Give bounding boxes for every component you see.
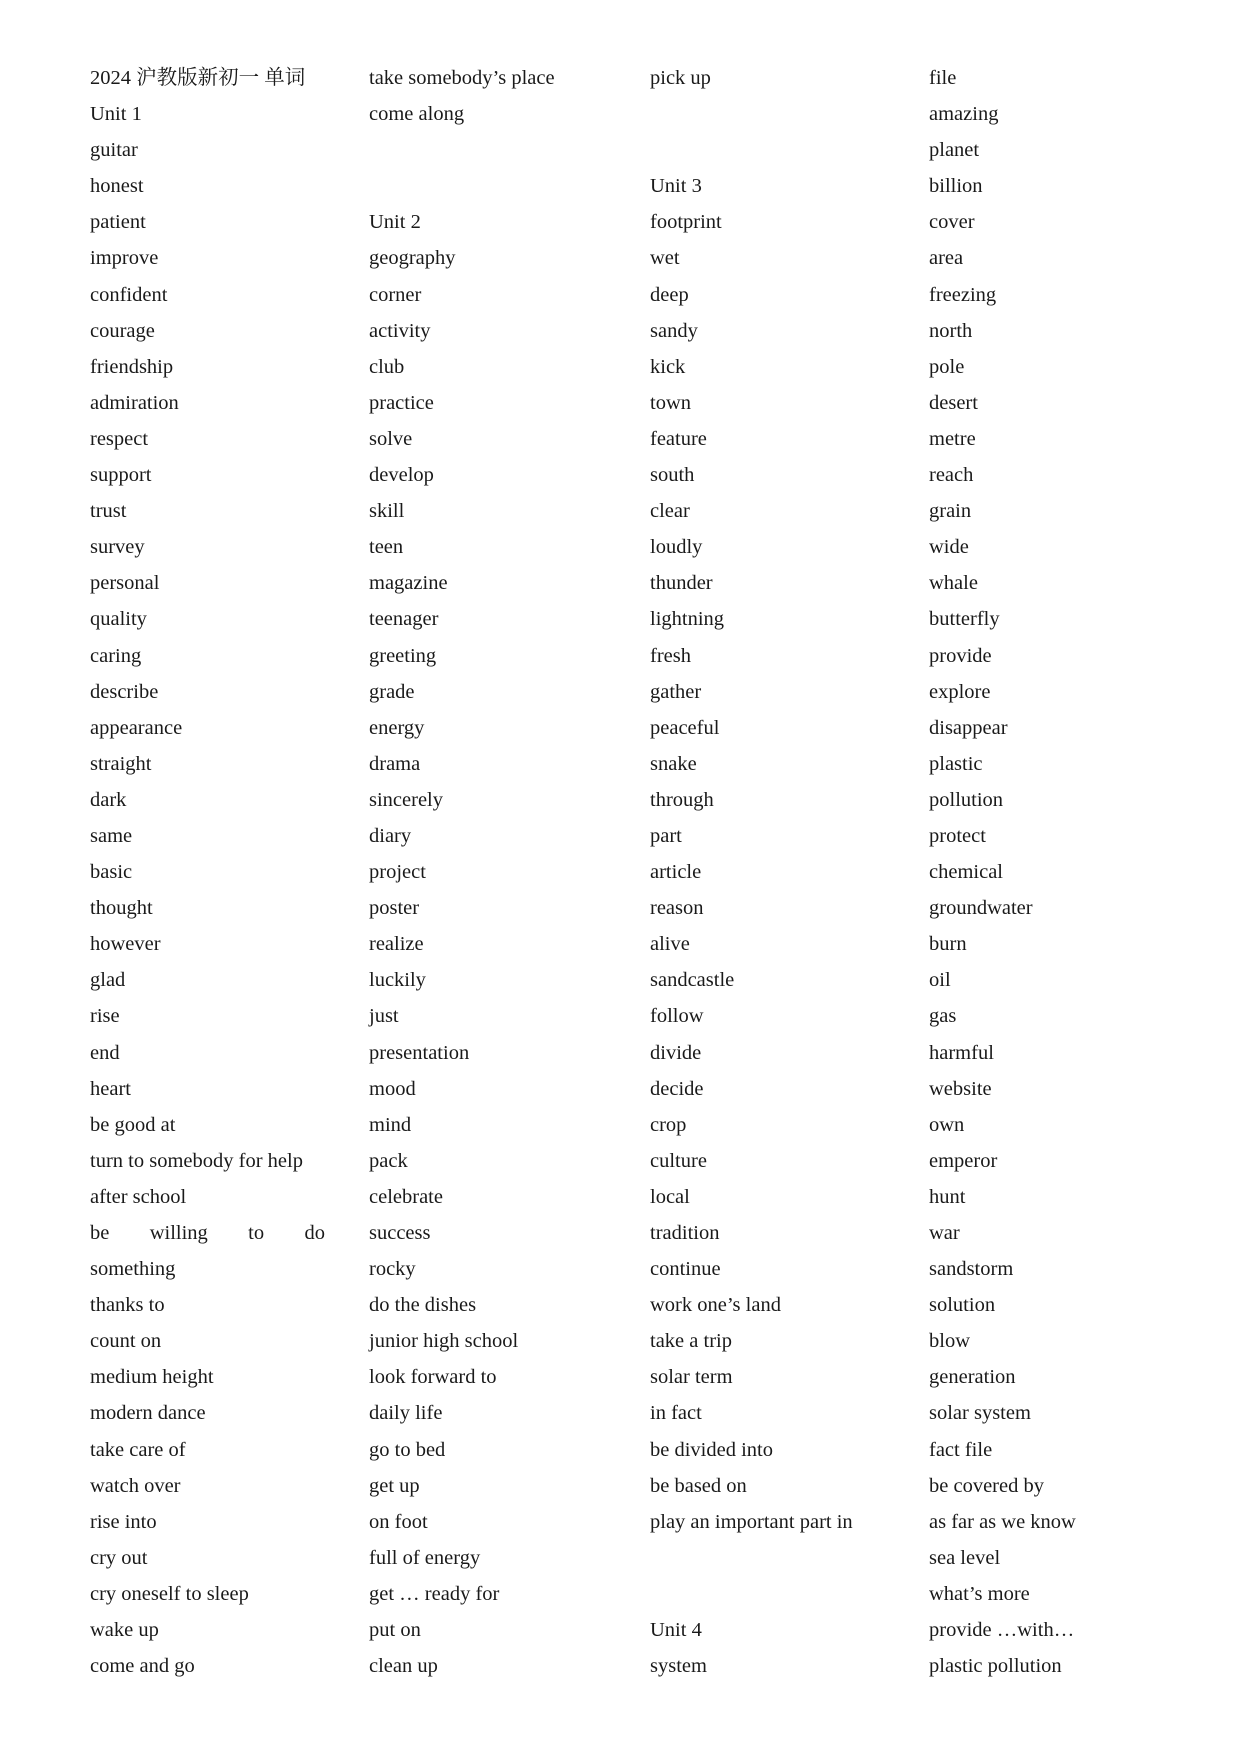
word-entry: come along: [369, 103, 465, 126]
word-entry: cry out: [90, 1546, 148, 1569]
word-entry: glad: [90, 969, 126, 992]
word-entry: follow: [650, 1005, 704, 1028]
word-entry: honest: [90, 175, 144, 198]
word-entry: be divided into: [650, 1438, 773, 1461]
word-entry: thanks to: [90, 1294, 165, 1317]
word-entry: harmful: [929, 1041, 994, 1064]
word-entry: gather: [650, 680, 702, 703]
word-entry: sandcastle: [650, 969, 735, 992]
word-entry: war: [929, 1222, 960, 1244]
word-entry: solution: [929, 1294, 996, 1317]
word-entry: teen: [369, 536, 404, 559]
blank-line: [650, 1542, 886, 1578]
word-entry: fact file: [929, 1438, 993, 1461]
word-entry: sandstorm: [929, 1258, 1014, 1281]
unit-heading: Unit 4: [650, 1619, 702, 1642]
word-entry: solar term: [650, 1366, 733, 1389]
word-entry: respect: [90, 427, 149, 450]
word-entry: confident: [90, 283, 168, 306]
word-entry: snake: [650, 752, 697, 775]
word-entry: dark: [90, 788, 127, 811]
word-entry: full of energy: [369, 1546, 481, 1569]
word-entry: pole: [929, 355, 965, 378]
word-entry: look forward to: [369, 1366, 497, 1389]
word-column-2: [369, 62, 605, 1686]
word-entry: success: [369, 1222, 431, 1244]
word-entry: put on: [369, 1619, 421, 1642]
word-entry: mood: [369, 1077, 416, 1100]
word-entry: modern dance: [90, 1402, 206, 1425]
word-entry: greeting: [369, 644, 437, 667]
word-entry: culture: [650, 1149, 707, 1172]
word-entry: support: [90, 464, 152, 487]
word-entry: survey: [90, 536, 145, 559]
word-entry: do the dishes: [369, 1294, 477, 1317]
word-entry: teenager: [369, 608, 439, 631]
word-entry: come and go: [90, 1655, 195, 1678]
word-entry: activity: [369, 319, 431, 342]
word-entry: planet: [929, 139, 980, 162]
word-entry: hunt: [929, 1185, 966, 1208]
word-entry: same: [90, 824, 133, 847]
word-entry: courage: [90, 319, 155, 342]
word-entry: desert: [929, 391, 978, 414]
word-entry: divide: [650, 1041, 702, 1064]
word-entry: grain: [929, 500, 972, 523]
word-entry: develop: [369, 464, 434, 487]
word-entry: website: [929, 1077, 992, 1100]
word-entry: rise into: [90, 1510, 157, 1533]
word-entry: groundwater: [929, 897, 1033, 920]
word-entry: chemical: [929, 861, 1003, 884]
word-entry: plastic: [929, 752, 983, 775]
word-entry: cry oneself to sleep: [90, 1582, 249, 1605]
word-entry: straight: [90, 752, 152, 775]
word-entry: wide: [929, 536, 969, 559]
word-entry: plastic pollution: [929, 1655, 1062, 1678]
word-entry: area: [929, 247, 964, 270]
word-entry: blow: [929, 1330, 970, 1353]
word-entry: something: [90, 1258, 176, 1281]
word-entry: what’s more: [929, 1582, 1030, 1605]
word-entry: turn to somebody for help: [90, 1149, 303, 1172]
word-entry: practice: [369, 391, 434, 414]
word-entry: continue: [650, 1258, 721, 1281]
word-entry: be covered by: [929, 1474, 1044, 1497]
word-entry: patient: [90, 211, 146, 234]
word-entry: article: [650, 861, 702, 884]
word-entry: clean up: [369, 1655, 438, 1678]
word-entry: end: [90, 1041, 120, 1064]
word-entry: sincerely: [369, 788, 443, 811]
word-entry: oil: [929, 969, 951, 992]
word-entry: medium height: [90, 1366, 214, 1389]
word-entry: count on: [90, 1330, 162, 1353]
word-entry: loudly: [650, 536, 703, 559]
word-entry: magazine: [369, 572, 448, 595]
word-entry: kick: [650, 355, 686, 378]
word-entry: sea level: [929, 1546, 1001, 1569]
word-entry: work one’s land: [650, 1294, 781, 1317]
word-entry: describe: [90, 680, 159, 703]
word-entry: pack: [369, 1149, 408, 1172]
blank-line: [369, 170, 605, 206]
word-entry: daily life: [369, 1402, 443, 1425]
word-entry: get … ready for: [369, 1582, 500, 1605]
word-entry: drama: [369, 752, 421, 775]
word-entry: be based on: [650, 1474, 747, 1497]
word-entry: watch over: [90, 1474, 181, 1497]
word-entry: disappear: [929, 716, 1008, 739]
word-entry: play an important part in: [650, 1510, 853, 1533]
word-entry: peaceful: [650, 716, 720, 739]
word-entry: quality: [90, 608, 147, 631]
word-entry: in fact: [650, 1402, 702, 1425]
word-entry: solar system: [929, 1402, 1031, 1425]
word-entry: through: [650, 788, 714, 811]
blank-line: [650, 134, 886, 170]
word-entry: wake up: [90, 1619, 159, 1642]
word-entry: deep: [650, 283, 689, 306]
word-entry: take care of: [90, 1438, 186, 1461]
word-entry: take a trip: [650, 1330, 732, 1353]
word-entry: presentation: [369, 1041, 470, 1064]
blank-line: [650, 1578, 886, 1614]
word-entry: after school: [90, 1185, 187, 1208]
word-column-4: [929, 62, 1165, 1686]
word-entry: mind: [369, 1113, 412, 1136]
word-entry: grade: [369, 680, 415, 703]
word-entry: go to bed: [369, 1438, 446, 1461]
word-entry: skill: [369, 500, 405, 523]
word-entry: wet: [650, 247, 680, 270]
word-entry: club: [369, 355, 405, 378]
unit-heading: Unit 2: [369, 211, 421, 234]
word-entry: poster: [369, 897, 420, 920]
word-entry: on foot: [369, 1510, 428, 1533]
word-entry: town: [650, 391, 691, 414]
word-entry: be willing to do: [90, 1222, 325, 1244]
word-entry: decide: [650, 1077, 704, 1100]
word-entry: caring: [90, 644, 142, 667]
word-entry: rocky: [369, 1258, 416, 1281]
word-entry: footprint: [650, 211, 722, 234]
word-entry: pollution: [929, 788, 1004, 811]
unit-heading: Unit 1: [90, 103, 142, 126]
word-entry: provide …with…: [929, 1619, 1075, 1642]
word-entry: heart: [90, 1077, 131, 1100]
blank-line: [650, 98, 886, 134]
word-entry: rise: [90, 1005, 120, 1028]
word-entry: solve: [369, 427, 413, 450]
blank-line: [369, 134, 605, 170]
word-entry: get up: [369, 1474, 420, 1497]
word-entry: protect: [929, 824, 986, 847]
word-entry: fresh: [650, 644, 691, 667]
word-entry: appearance: [90, 716, 183, 739]
word-entry: celebrate: [369, 1185, 443, 1208]
word-entry: gas: [929, 1005, 957, 1028]
word-entry: just: [369, 1005, 399, 1028]
word-entry: friendship: [90, 355, 174, 378]
word-entry: whale: [929, 572, 978, 595]
word-entry: billion: [929, 175, 983, 198]
word-entry: basic: [90, 861, 133, 884]
word-entry: north: [929, 319, 973, 342]
word-column-3: [650, 62, 886, 1686]
word-entry: cover: [929, 211, 975, 234]
word-entry: explore: [929, 680, 991, 703]
word-entry: crop: [650, 1113, 687, 1136]
word-entry: alive: [650, 933, 690, 956]
page-title: 2024 沪教版新初一 单词: [90, 67, 306, 89]
word-entry: be good at: [90, 1113, 176, 1136]
word-entry: own: [929, 1113, 965, 1136]
word-entry: junior high school: [369, 1330, 519, 1353]
word-entry: feature: [650, 427, 707, 450]
word-entry: thunder: [650, 572, 713, 595]
word-entry: guitar: [90, 139, 138, 162]
word-entry: take somebody’s place: [369, 67, 555, 89]
word-entry: personal: [90, 572, 160, 595]
word-entry: realize: [369, 933, 424, 956]
word-entry: pick up: [650, 67, 711, 89]
word-entry: freezing: [929, 283, 997, 306]
word-entry: corner: [369, 283, 422, 306]
word-entry: diary: [369, 824, 412, 847]
word-entry: emperor: [929, 1149, 998, 1172]
word-entry: metre: [929, 427, 976, 450]
word-entry: improve: [90, 247, 159, 270]
word-entry: energy: [369, 716, 425, 739]
word-entry: trust: [90, 500, 127, 523]
word-entry: part: [650, 824, 682, 847]
word-entry: local: [650, 1185, 690, 1208]
word-entry: however: [90, 933, 161, 956]
word-entry: luckily: [369, 969, 426, 992]
word-entry: system: [650, 1655, 707, 1678]
word-entry: south: [650, 464, 695, 487]
word-entry: project: [369, 861, 426, 884]
word-entry: burn: [929, 933, 967, 956]
word-entry: lightning: [650, 608, 725, 631]
word-entry: amazing: [929, 103, 999, 126]
unit-heading: Unit 3: [650, 175, 702, 198]
word-entry: tradition: [650, 1222, 720, 1244]
word-entry: butterfly: [929, 608, 1000, 631]
word-entry: generation: [929, 1366, 1016, 1389]
word-entry: thought: [90, 897, 153, 920]
word-entry: reach: [929, 464, 974, 487]
word-entry: geography: [369, 247, 456, 270]
word-entry: sandy: [650, 319, 698, 342]
word-entry: clear: [650, 500, 690, 523]
word-entry: as far as we know: [929, 1510, 1076, 1533]
word-entry: reason: [650, 897, 704, 920]
word-entry: admiration: [90, 391, 179, 414]
word-column-1: [90, 62, 326, 1686]
word-entry: provide: [929, 644, 992, 667]
word-entry: file: [929, 67, 957, 89]
